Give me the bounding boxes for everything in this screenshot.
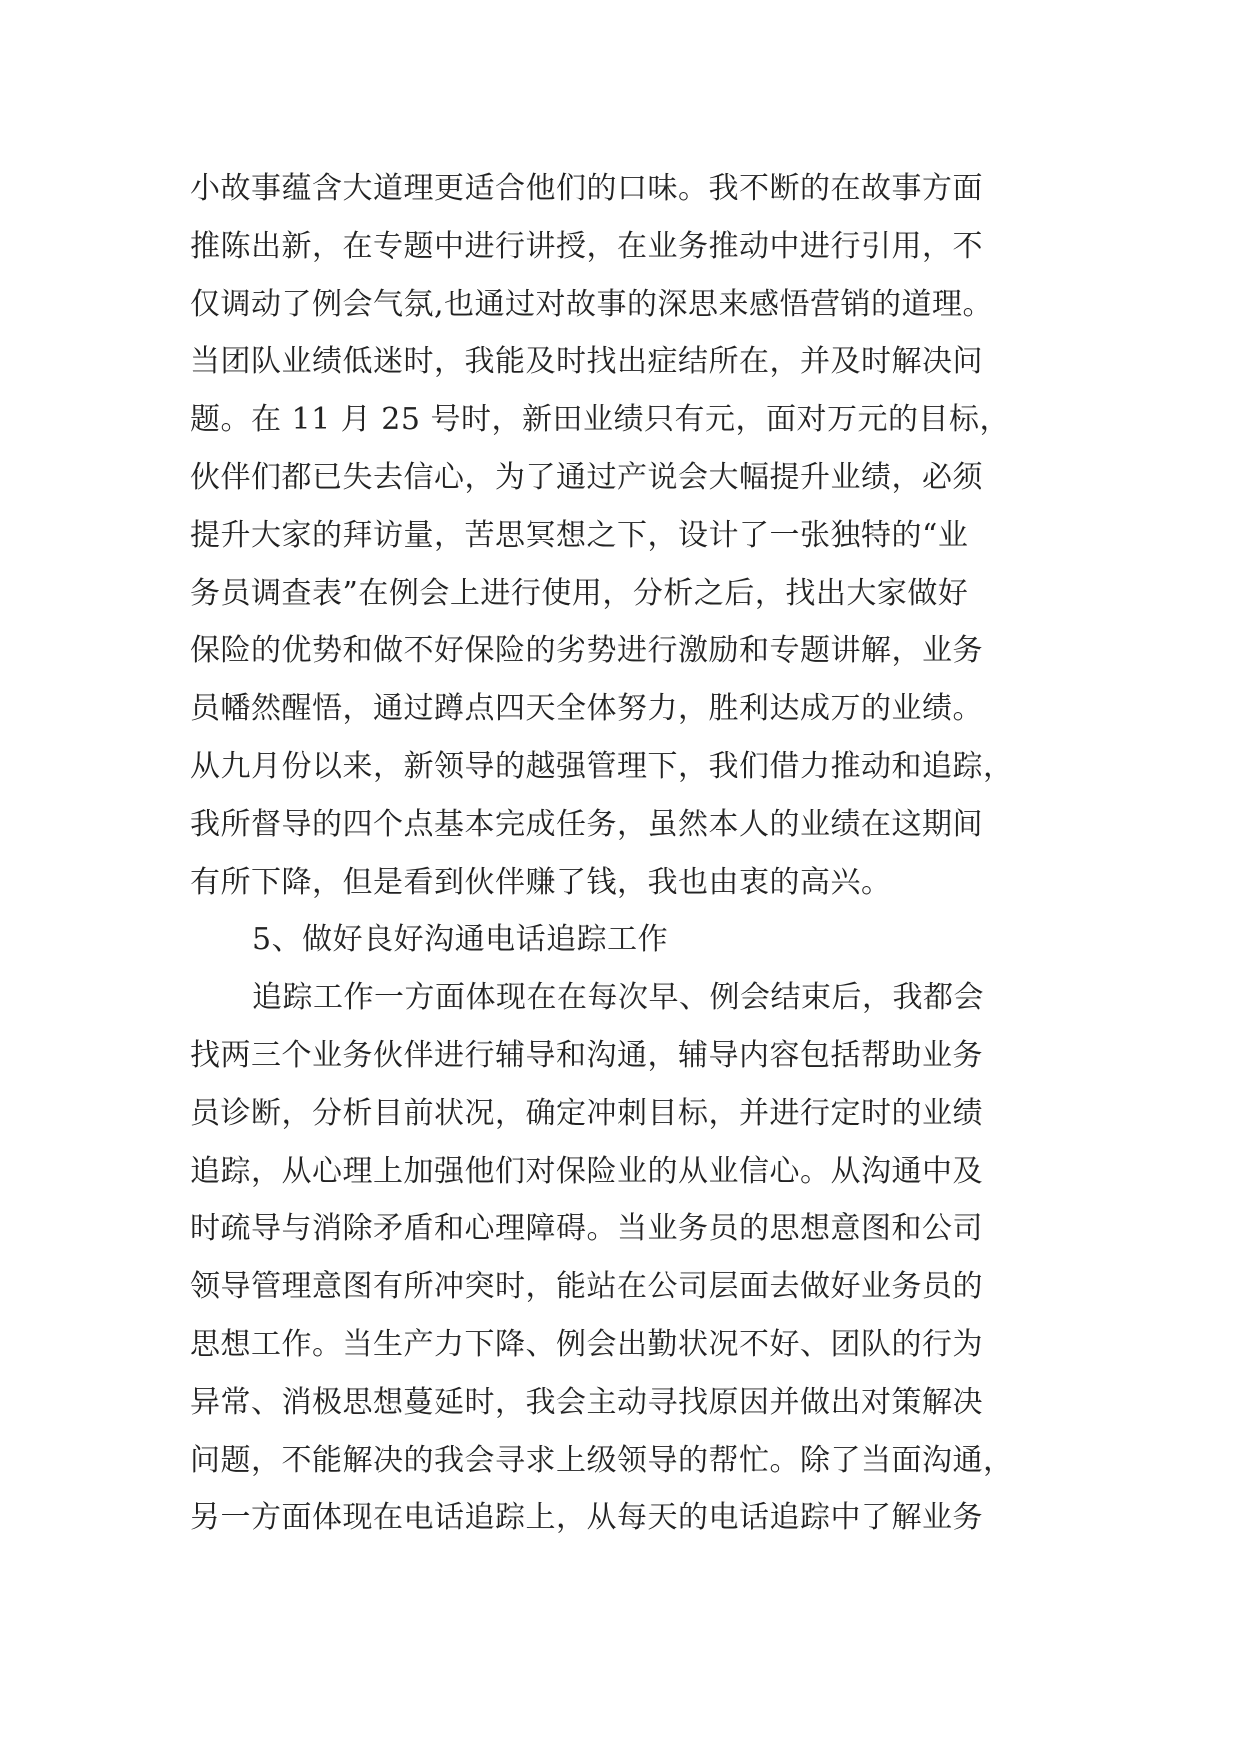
text-line: 仅调动了例会气氛,也通过对故事的深思来感悟营销的道理。 [190,286,994,322]
text-line: 领导管理意图有所冲突时，能站在公司层面去做好业务员的 [190,1269,983,1305]
text-line: 员诊断，分析目前状况，确定冲刺目标，并进行定时的业绩 [190,1095,983,1131]
text-line: 从九月份以来，新领导的越强管理下，我们借力推动和追踪， [190,748,1014,784]
text-line: 时疏导与消除矛盾和心理障碍。当业务员的思想意图和公司 [190,1211,983,1247]
text-line: 有所下降，但是看到伙伴赚了钱，我也由衷的高兴。 [190,864,892,900]
text-line: 另一方面体现在电话追踪上，从每天的电话追踪中了解业务 [190,1500,983,1536]
text-line: 思想工作。当生产力下降、例会出勤状况不好、团队的行为 [190,1326,983,1362]
text-line: 追踪，从心理上加强他们对保险业的从业信心。从沟通中及 [190,1153,983,1189]
text-line: 保险的优势和做不好保险的劣势进行激励和专题讲解，业务 [190,633,983,669]
text-line: 题。在 11 月 25 号时，新田业绩只有元，面对万元的目标， [190,402,1010,438]
text-line: 员幡然醒悟，通过蹲点四天全体努力，胜利达成万的业绩。 [190,691,983,727]
text-line: 问题，不能解决的我会寻求上级领导的帮忙。除了当面沟通， [190,1442,1014,1478]
text-line: 推陈出新，在专题中进行讲授，在业务推动中进行引用，不 [190,228,983,264]
text-line: 提升大家的拜访量，苦思冥想之下，设计了一张独特的“业 [190,517,969,553]
text-line: 异常、消极思想蔓延时，我会主动寻找原因并做出对策解决 [190,1384,983,1420]
section-heading: 5、做好良好沟通电话追踪工作 [252,922,669,958]
text-line: 小故事蕴含大道理更适合他们的口味。我不断的在故事方面 [190,171,983,206]
text-line: 当团队业绩低迷时，我能及时找出症结所在，并及时解决问 [190,344,983,380]
body-text [190,160,1070,1547]
paragraph-first-line: 追踪工作一方面体现在在每次早、例会结束后，我都会 [252,980,984,1016]
text-line: 找两三个业务伙伴进行辅导和沟通，辅导内容包括帮助业务 [190,1037,983,1073]
text-line: 我所督导的四个点基本完成任务，虽然本人的业绩在这期间 [190,806,983,842]
text-line: 伙伴们都已失去信心，为了通过产说会大幅提升业绩，必须 [190,459,983,495]
text-line: 务员调查表”在例会上进行使用，分析之后，找出大家做好 [190,575,969,611]
